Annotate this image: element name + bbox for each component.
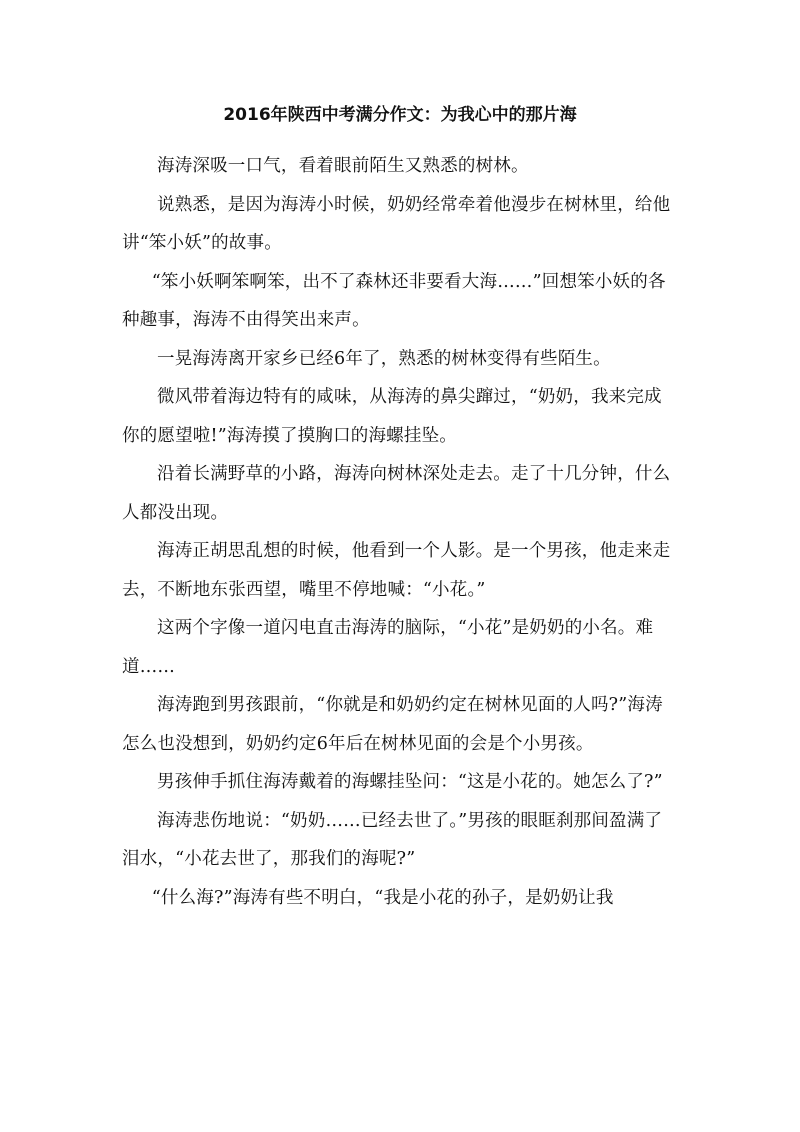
paragraph: “笨小妖啊笨啊笨，出不了森林还非要看大海……”回想笨小妖的各种趣事，海涛不由得笑出来声。	[122, 271, 666, 330]
paragraph: 男孩伸手抓住海涛戴着的海螺挂坠问：“这是小花的。她怎么了?”	[157, 772, 663, 792]
paragraph: 微风带着海边特有的咸味，从海涛的鼻尖蹿过，“奶奶，我来完成你的愿望啦!”海涛摸了摸胸口的海螺挂坠。	[122, 387, 662, 446]
paragraph: 说熟悉，是因为海涛小时候，奶奶经常牵着他漫步在树林里，给他讲“笨小妖”的故事。	[122, 194, 671, 253]
paragraph: 海涛正胡思乱想的时候，他看到一个人影。是一个男孩，他走来走去，不断地东张西望，嘴里不停地喊：“小花。”	[122, 541, 671, 600]
document-title: 2016年陕西中考满分作文：为我心中的那片海	[223, 105, 577, 125]
paragraph: “什么海?”海涛有些不明白，“我是小花的孙子，是奶奶让我	[151, 887, 614, 908]
paragraph: 沿着长满野草的小路，海涛向树林深处走去。走了十几分钟，什么人都没出现。	[122, 464, 671, 523]
paragraph: 海涛深吸一口气，看着眼前陌生又熟悉的树林。	[157, 156, 529, 176]
paragraph: 海涛悲伤地说：“奶奶……已经去世了。”男孩的眼眶刹那间盈满了泪水，“小花去世了，那我们的海呢?”	[122, 810, 663, 869]
paragraph: 海涛跑到男孩跟前，“你就是和奶奶约定在树林见面的人吗?”海涛怎么也没想到，奶奶约定6年后在树林见面的会是个小男孩。	[122, 695, 663, 754]
document-body	[122, 147, 678, 917]
paragraph: 这两个字像一道闪电直击海涛的脑际，“小花”是奶奶的小名。难道……	[122, 618, 654, 677]
paragraph: 一晃海涛离开家乡已经6年了，熟悉的树林变得有些陌生。	[157, 348, 611, 369]
